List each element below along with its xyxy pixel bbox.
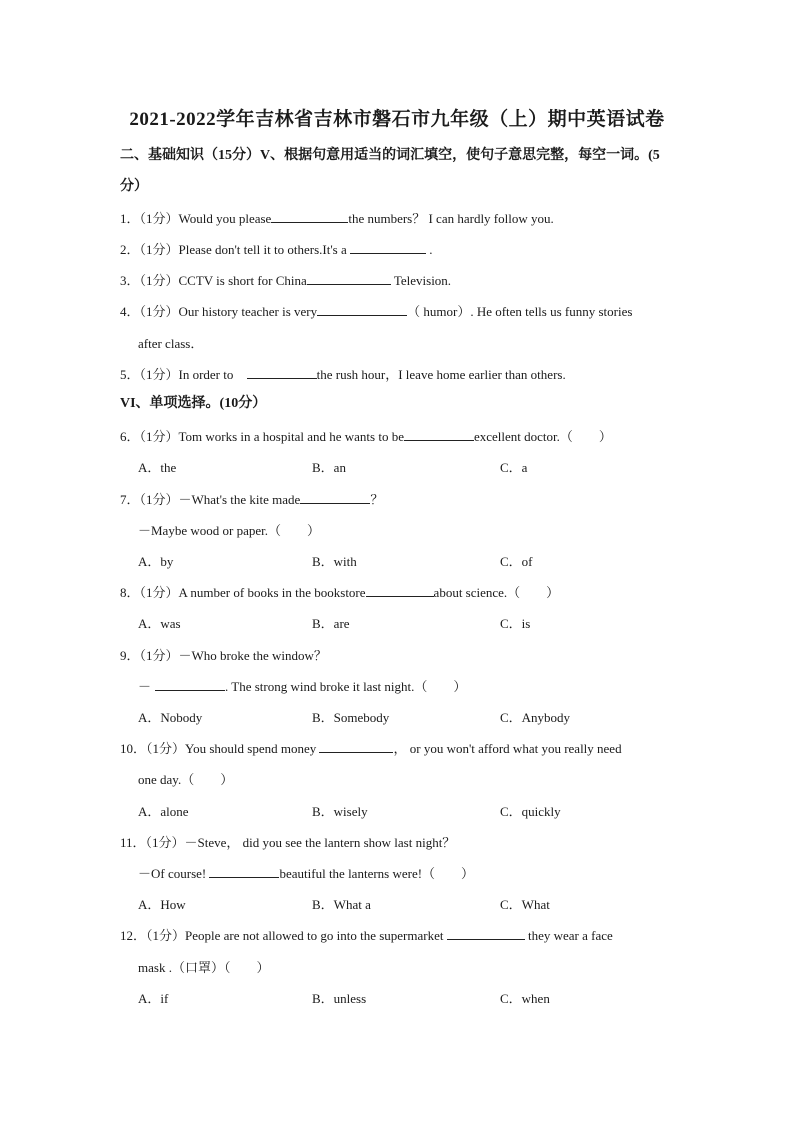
option-a[interactable]: A．Nobody <box>138 710 203 725</box>
option-b[interactable]: B．are <box>312 616 350 631</box>
answer-blank[interactable] <box>307 272 391 285</box>
option-b[interactable]: B．with <box>312 554 357 569</box>
question-4-continued: after class． <box>138 336 204 351</box>
answer-blank[interactable] <box>447 927 525 940</box>
question-7: 7．（1分）－What's the kite made ？ <box>120 492 384 507</box>
option-b[interactable]: B．unless <box>312 991 367 1006</box>
question-11-reply: －Of course! beautiful the lanterns were!（ ） <box>138 866 475 881</box>
question-1: 1．（1分）Would you please the numbers？ I can hardly follow you. <box>120 211 554 226</box>
section-heading-basic-knowledge: 二、基础知识（15分）V、根据句意用适当的词汇填空，使句子意思完整，每空一词。(5 分） <box>120 148 660 194</box>
answer-blank[interactable] <box>317 303 407 316</box>
option-c[interactable]: C．is <box>500 616 531 631</box>
question-7-reply: －Maybe wood or paper.（ ） <box>138 523 320 538</box>
answer-blank[interactable] <box>319 740 393 753</box>
question-4: 4．（1分）Our history teacher is very （ humor）. He often tells us funny stories <box>120 304 633 319</box>
answer-blank[interactable] <box>300 491 370 504</box>
answer-blank[interactable] <box>366 584 434 597</box>
answer-blank[interactable] <box>404 428 474 441</box>
question-12-continued: mask .（口罩）（ ） <box>138 960 270 975</box>
question-9: 9．（1分）－Who broke the window？ <box>120 648 327 663</box>
answer-blank[interactable] <box>155 678 225 691</box>
question-5: 5．（1分）In order to the rush hour，I leave home earlier than others. <box>120 367 566 382</box>
question-12: 12．（1分）People are not allowed to go into the supermarket they wear a face <box>120 928 613 943</box>
answer-blank[interactable] <box>209 865 279 878</box>
option-c[interactable]: C．when <box>500 991 550 1006</box>
answer-blank[interactable] <box>271 210 348 223</box>
question-8: 8．（1分）A number of books in the bookstore about science.（ ） <box>120 585 560 600</box>
question-9-reply: － . The strong wind broke it last night.（ ） <box>138 679 467 694</box>
option-b[interactable]: B．an <box>312 460 346 475</box>
option-b[interactable]: B．Somebody <box>312 710 390 725</box>
question-6: 6．（1分）Tom works in a hospital and he wants to be excellent doctor.（ ） <box>120 429 612 444</box>
answer-blank[interactable] <box>247 366 317 379</box>
option-c[interactable]: C．quickly <box>500 804 561 819</box>
page-title: 2021-2022学年吉林省吉林市磐石市九年级（上）期中英语试卷 <box>129 109 665 130</box>
answer-blank[interactable] <box>350 241 426 254</box>
option-c[interactable]: C．Anybody <box>500 710 571 725</box>
option-b[interactable]: B．wisely <box>312 804 368 819</box>
option-a[interactable]: A．the <box>138 460 177 475</box>
question-10: 10．（1分）You should spend money ， or you won't afford what you really need <box>120 741 622 756</box>
option-a[interactable]: A．if <box>138 991 169 1006</box>
option-a[interactable]: A．How <box>138 897 186 912</box>
option-a[interactable]: A．alone <box>138 804 189 819</box>
option-c[interactable]: C．of <box>500 554 533 569</box>
option-b[interactable]: B．What a <box>312 897 371 912</box>
question-2: 2．（1分）Please don't tell it to others.It's a . <box>120 242 433 257</box>
option-a[interactable]: A．by <box>138 554 174 569</box>
question-10-continued: one day.（ ） <box>138 772 234 787</box>
question-11: 11．（1分）－Steve， did you see the lantern show last night？ <box>120 835 456 850</box>
option-a[interactable]: A．was <box>138 616 181 631</box>
option-c[interactable]: C．What <box>500 897 550 912</box>
question-3: 3．（1分）CCTV is short for China Television. <box>120 273 452 288</box>
option-c[interactable]: C．a <box>500 460 528 475</box>
section-heading-multiple-choice: VI、单项选择。(10分） <box>120 396 267 411</box>
